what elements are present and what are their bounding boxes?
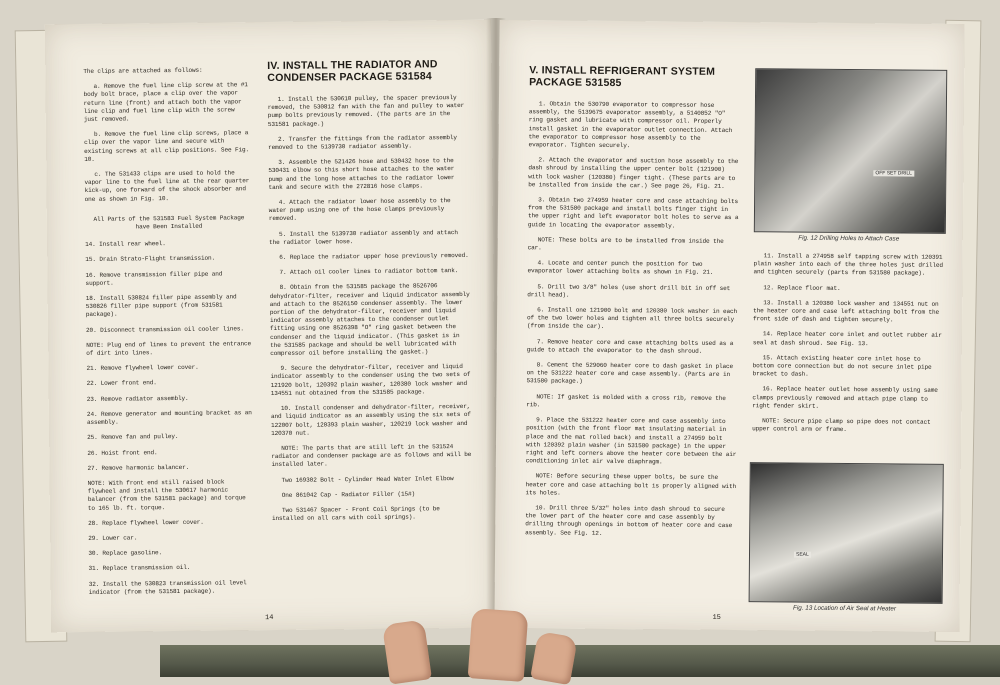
subhead: All Parts of the 531583 Fuel System Package have Been Installed	[93, 214, 245, 231]
figure-12-caption: Fig. 12 Drilling Holes to Attach Case	[798, 234, 900, 243]
step-23: 23. Remove radiator assembly.	[86, 394, 189, 403]
iv-step-6: 6. Replace the radiator upper hose previously removed.	[279, 251, 469, 261]
iv-step-4: 4. Attach the radiator lower hose assembly to the water pump using one of the hose clamps previously removed.	[268, 197, 451, 223]
left-column-1	[83, 66, 257, 604]
v-step-7: 7. Remove heater core and case attaching bolts used as a guide to attach the evaporator to the dash shroud.	[526, 337, 734, 355]
clip-step-a: a. Remove the fuel line clip screw at the #1 body bolt brace, place a clip over the vapor return line (front) and attach both the vapor line clip and fuel line clip with the screw just removed.	[83, 81, 248, 123]
step-26: 26. Hoist front end.	[87, 448, 158, 457]
step-32: 32. Install the 530823 transmission oil level indicator (from the 531581 package).	[88, 578, 247, 596]
v-step-11: 11. Install a 274958 self tapping screw with 120391 plain washer into each of the three holes just drilled and tighten securely (parts from 531580 package).	[753, 252, 943, 278]
note-flywheel: NOTE: With front end still raised block flywheel and install the 530617 harmonic balancer (from the 531581 package) and torque to 165 lb. ft. torque.	[87, 478, 246, 512]
step-22: 22. Lower front end.	[86, 379, 157, 388]
section-iv-heading: IV. INSTALL THE RADIATOR AND CONDENSER PACKAGE 531584	[267, 58, 438, 85]
step-14: 14. Install rear wheel.	[85, 240, 166, 249]
step-29: 29. Lower car.	[88, 534, 138, 542]
step-18: 18. Install 530824 filler pipe assembly and 530826 filler pipe support (from 531581 package).	[85, 293, 237, 319]
step-15: 15. Drain Strato-Flight transmission.	[85, 255, 216, 264]
v-step-15: 15. Attach existing heater core inlet hose to bottom core connection but do not secure inlet pipe bracket to dash.	[752, 354, 932, 378]
v-note-clamp: NOTE: Secure pipe clamp so pipe does not contact upper control arm or frame.	[752, 417, 931, 434]
step-28: 28. Replace flywheel lower cover.	[88, 518, 204, 527]
v-step-10: 10. Drill three 5/32" holes into dash shroud to secure the lower part of the heater core and case assembly by drilling through openings in bottom of heater core and case assembly. See Fig. 12.	[525, 504, 733, 537]
iv-step-7: 7. Attach oil cooler lines to radiator bottom tank.	[279, 267, 459, 277]
left-page	[45, 20, 497, 633]
v-note-inside: NOTE: These bolts are to be installed from inside the car.	[527, 236, 724, 252]
v-step-4: 4. Locate and center punch the position for two evaporator lower attaching bolts as shown in Fig. 21.	[527, 259, 714, 277]
v-step-6: 6. Install one 121900 bolt and 120380 lock washer in each of the two lower holes and tighten all three bolts securely (from inside the car).	[526, 306, 738, 331]
clip-step-b: b. Remove the fuel line clip screws, place a clip over the vapor line and secure with existing screws at all clip positions. See Fig. 10.	[84, 129, 250, 163]
v-note-bolts: NOTE: Before securing these upper bolts, be sure the heater core and case attaching bolt is properly aligned with its holes.	[525, 472, 737, 497]
figure-13-photo	[749, 462, 944, 604]
iv-step-1: 1. Install the 530610 pulley, the spacer previously removed, the 530812 fan with the fan and pulley to water pump bolts previously removed. (The parts are in the 531581 package.)	[267, 94, 465, 128]
v-step-3: 3. Obtain two 274959 heater core and case attaching bolts from the 531580 package and install bolts finger tight in the upper right and left evaporator bolt holes to serve as a guide in locating the evaporator assembly.	[527, 196, 739, 230]
v-step-13: 13. Install a 120380 lock washer and 134551 nut on the heater core and case left attaching bolt from the front side of dash and tighten securely.	[753, 299, 940, 324]
iv-step-8: 8. Obtain from the 531585 package the 8526706 dehydrator-filter, receiver and liquid indicator assembly and attach to the 8526150 condenser assembly. The lower portion of the dehydrator-filter, receiver and liquid indicator assembly attaches to the condenser outlet fitting using one 8526398 "O" ring gasket between the condenser and the liquid indicator. (This gasket is in the 531585 package and should be well lubricated with compressor oil before installing the gasket.)	[269, 282, 470, 358]
v-step-5: 5. Drill two 3/8" holes (use short drill bit in off set drill head).	[527, 282, 731, 299]
thumb-left	[382, 619, 432, 684]
page-number-left: 14	[265, 613, 274, 623]
step-31: 31. Replace transmission oil.	[88, 564, 191, 573]
left-column-2	[267, 58, 472, 530]
step-21: 21. Remove flywheel lower cover.	[86, 364, 199, 373]
v-step-16: 16. Replace heater outlet hose assembly using same clamps previously removed and attach pipe clamp to right fender skirt.	[752, 385, 938, 410]
intro-text: The clips are attached as follows:	[83, 66, 203, 75]
right-column-2	[752, 252, 946, 442]
note-plug: NOTE: Plug end of lines to prevent the entrance of dirt into lines.	[86, 340, 252, 358]
step-24: 24. Remove generator and mounting bracket as an assembly.	[86, 409, 252, 427]
v-step-12: 12. Replace floor mat.	[763, 283, 841, 292]
figure-12-photo	[754, 68, 947, 234]
right-column-1	[525, 64, 741, 546]
right-page	[494, 20, 964, 632]
v-note-gasket: NOTE: If gasket is molded with a cross rib, remove the rib.	[526, 393, 726, 409]
step-25: 25. Remove fan and pulley.	[87, 433, 179, 442]
v-step-2: 2. Attach the evaporator and suction hose assembly to the dash shroud by installing the upper center bolt (121900) with lock washer (120380) finger tight. (These parts are to be installed from inside the car.) See page 26, Fig. 21.	[528, 156, 739, 190]
table-surface	[160, 645, 1000, 677]
v-step-8: 8. Cement the 529060 heater core to dash gasket in place on the 531222 heater core and case assembly. (Parts are in 531580 package.)	[526, 361, 734, 386]
iv-part-cap: One 861042 Cap - Radiator Filler (15#)	[281, 490, 416, 499]
figure-13-tag: SEAL	[795, 551, 809, 558]
figure-13-caption: Fig. 13 Location of Air Seal at Heater	[792, 604, 897, 613]
section-v-heading: V. INSTALL REFRIGERANT SYSTEM PACKAGE 531585	[529, 64, 716, 90]
v-step-1: 1. Obtain the 530790 evaporator to compressor hose assembly, the 5139675 evaporator assembly, a 5140852 "O" ring gasket and lubricate with compressor oil. Properly install gasket in the evaporator outlet connection. Attach the evaporator to compressor hose assembly to the evaporator. Tighten securely.	[528, 100, 733, 150]
iv-note-parts: NOTE: The parts that are still left in the 531524 radiator and condenser package are as follows and will be installed later.	[271, 443, 472, 469]
iv-part-spacer: Two 531467 Spacer - Front Coil Springs (to be installed on all cars with coil springs).	[271, 505, 440, 523]
step-20: 20. Disconnect transmission oil cooler lines.	[85, 324, 244, 334]
v-step-14: 14. Replace heater core inlet and outlet rubber air seal at dash shroud. See Fig. 13.	[752, 330, 942, 347]
step-16: 16. Remove transmission filler pipe and support.	[85, 270, 223, 287]
step-30: 30. Replace gasoline.	[88, 549, 163, 558]
iv-step-2: 2. Transfer the fittings from the radiator assembly removed to the 5139730 radiator assembly.	[268, 133, 457, 152]
page-number-right: 15	[712, 613, 721, 622]
iv-step-5: 5. Install the 5139730 radiator assembly and attach the radiator lower hose.	[269, 228, 458, 246]
clip-step-c: c. The 531433 clips are used to hold the vapor line to the fuel line at the rear quarter kick-up, one forward of the shock absorber and one as shown in Fig. 10.	[84, 169, 250, 203]
step-27: 27. Remove harmonic balancer.	[87, 463, 190, 472]
finger-middle	[468, 608, 529, 682]
figure-12-tag: OFF SET DRILL	[875, 170, 912, 177]
v-step-9: 9. Place the 531222 heater core and case assembly into position (with the front floor mat insulating material in place and the mat rolled back) and install a 274959 bolt with 120392 plain washer (in 531580 package) in the upper right and left corners above the heater core between the air conditioning inlet air valve diaphragm.	[525, 416, 737, 466]
iv-part-bolt: Two 169302 Bolt - Cylinder Head Water Inlet Elbow	[281, 474, 454, 484]
iv-step-9: 9. Secure the dehydrator-filter, receiver and liquid indicator assembly to the condenser using the two sets of 121920 bolt, 120392 plain washer, 120380 lock washer and 134551 nut obtained from the 531585 package.	[270, 363, 471, 397]
iv-step-10: 10. Install condenser and dehydrator-filter, receiver, and liquid indicator as an assembly using the six sets of 122007 bolt, 120393 plain washer, 120219 lock washer and 120370 nut.	[270, 403, 471, 437]
iv-step-3: 3. Assemble the 521426 hose and 530432 hose to the 530431 elbow so this short hose attaches to the water pump and the long hose attaches to the radiator lower tank and secure with the 272816 hose clamps.	[268, 157, 455, 191]
